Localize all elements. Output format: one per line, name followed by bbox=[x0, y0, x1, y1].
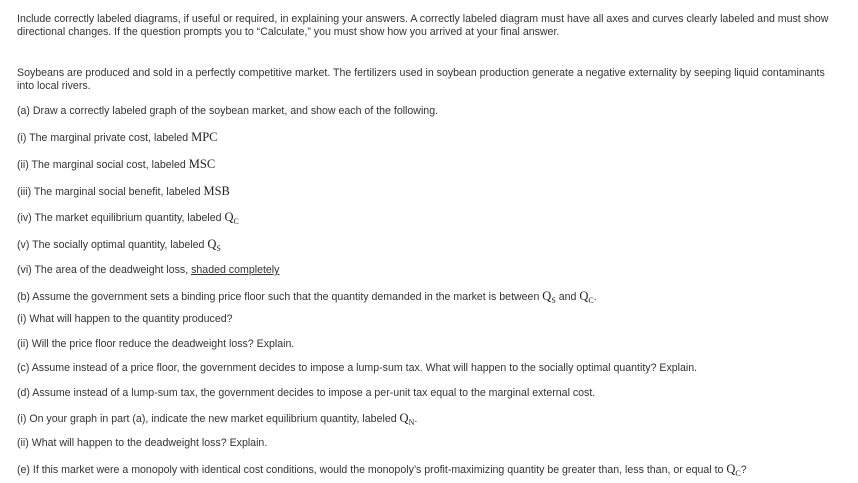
mpc-label: MPC bbox=[191, 130, 218, 144]
qc-label: $Q_C$ bbox=[579, 289, 594, 305]
part-e-prompt: (e) If this market were a monopoly with identical cost conditions, would the monopoly’s profit-maximizing quantity be greater than, less than, or equal to $Q_C$? bbox=[17, 462, 747, 478]
part-a-item-v-text: (v) The socially optimal quantity, labeled bbox=[17, 239, 208, 251]
part-a-item-vi-text: (vi) The area of the deadweight loss, bbox=[17, 264, 192, 276]
part-a-item-ii bbox=[17, 158, 215, 172]
qn-label: $Q_N$ bbox=[399, 411, 415, 427]
msc-label: MSC bbox=[188, 157, 216, 171]
part-a-item-i bbox=[17, 131, 218, 145]
part-d-item-ii: (ii) What will happen to the deadweight loss? Explain. bbox=[17, 437, 268, 449]
scenario-paragraph: Soybeans are produced and sold in a perfectly competitive market. The fertilizers used in soybean production generate a negative externality by seeping liquid contaminants into local rivers. bbox=[17, 67, 825, 92]
part-d-prompt: (d) Assume instead of a lump-sum tax, the government decides to impose a per-unit tax equal to the marginal external cost. bbox=[17, 387, 596, 399]
part-a-item-i-text: (i) The marginal private cost, labeled bbox=[17, 132, 192, 144]
part-a-item-iii-text: (iii) The marginal social benefit, labeled bbox=[17, 186, 204, 198]
part-a-item-v bbox=[17, 238, 221, 252]
qc-label: $Q_C$ bbox=[726, 462, 741, 478]
part-b-item-ii: (ii) Will the price floor reduce the deadweight loss? Explain. bbox=[17, 338, 295, 350]
part-a-item-ii-text: (ii) The marginal social cost, labeled bbox=[17, 159, 189, 171]
msb-label: MSB bbox=[203, 184, 230, 198]
qs-label: $Q_S$ bbox=[207, 237, 221, 253]
part-c-prompt: (c) Assume instead of a price floor, the government decides to impose a lump-sum tax. What will happen to the socially optimal quantity? Explain. bbox=[17, 362, 698, 374]
part-a-item-iv bbox=[17, 211, 239, 225]
qs-label: $Q_S$ bbox=[542, 289, 556, 305]
instructions-paragraph: Include correctly labeled diagrams, if useful or required, in explaining your answers. A correctly labeled diagram must have all axes and curves clearly labeled and must show directional changes. If the question prompts you to “Calculate,” you must show how you arrived at your final answer. bbox=[17, 13, 829, 38]
part-a-item-iv-text: (iv) The market equilibrium quantity, labeled bbox=[17, 212, 225, 224]
qc-label: $Q_C$ bbox=[224, 210, 239, 226]
shaded-completely-text: shaded completely bbox=[191, 264, 280, 276]
part-a-item-iii bbox=[17, 185, 230, 199]
part-b-item-i: (i) What will happen to the quantity produced? bbox=[17, 313, 233, 325]
part-d-item-i: (i) On your graph in part (a), indicate the new market equilibrium quantity, labeled $Q_N$. bbox=[17, 411, 418, 427]
part-a-prompt: (a) Draw a correctly labeled graph of the soybean market, and show each of the following. bbox=[17, 105, 439, 117]
part-b-prompt: (b) Assume the government sets a binding price floor such that the quantity demanded in the market is between $Q_S$ and $Q_C$. bbox=[17, 289, 597, 305]
part-a-item-vi bbox=[17, 264, 279, 277]
